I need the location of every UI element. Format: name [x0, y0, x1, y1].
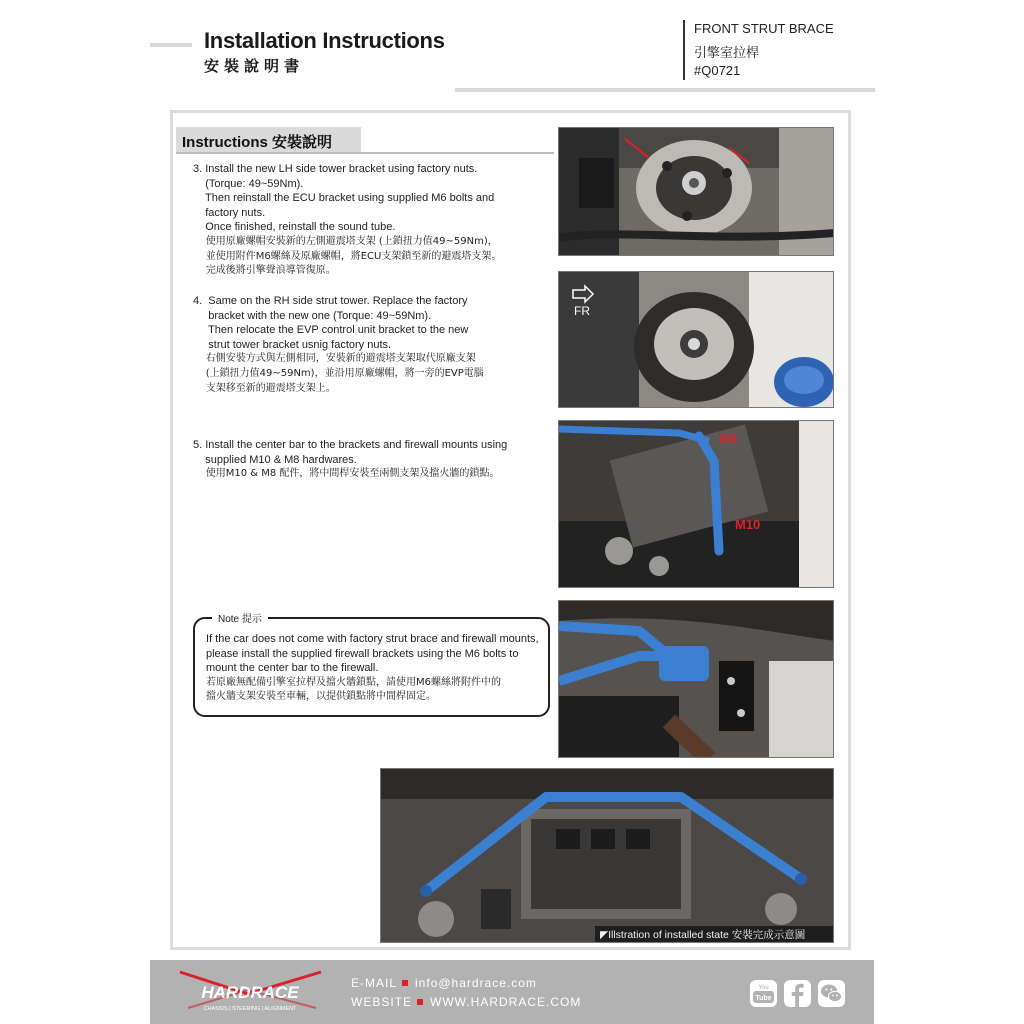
step-line-cn: 使用原廠螺帽安裝新的左側避震塔支架 (上鎖扭力值49~59Nm)， [193, 235, 498, 247]
footer-website [351, 995, 581, 1009]
step-line-cn: 支架移至新的避震塔支架上。 [193, 382, 336, 394]
hardrace-logo [178, 968, 323, 1014]
wechat-icon[interactable] [818, 980, 845, 1007]
step-5 [193, 438, 507, 482]
section-tab [176, 127, 361, 154]
footer-email [351, 976, 537, 990]
product-name-cn: 引擎室拉桿 [694, 45, 760, 60]
step-line: (Torque: 49~59Nm). [193, 177, 304, 190]
note-line: please install the supplied firewall brackets using the M6 bolts to [206, 647, 519, 660]
step-line-cn: 右側安裝方式與左側相同，安裝新的避震塔支架取代原廠支架 [193, 353, 476, 365]
note-line: mount the center bar to the firewall. [206, 662, 379, 675]
photo-installed-state [380, 768, 834, 943]
website-label: WEBSITE [351, 995, 413, 1009]
page-title-cn: 安裝說明書 [204, 57, 305, 75]
m8-label: M8 [719, 431, 738, 446]
page-title: Installation Instructions [204, 28, 445, 53]
step-line: 3. Install the new LH side tower bracket using factory nuts. [193, 163, 478, 175]
step-line-cn: 完成後將引擎聲浪導管復原。 [193, 265, 336, 277]
step-line: Then reinstall the ECU bracket using supplied M6 bolts and [193, 192, 495, 205]
header-rule-left [150, 43, 192, 47]
website-link[interactable]: WWW.HARDRACE.COM [430, 995, 582, 1009]
brand-name: HARDRACE [201, 983, 299, 1002]
step-line: Then relocate the EVP control unit bracket to the new [193, 324, 469, 337]
product-name: FRONT STRUT BRACE [694, 21, 834, 36]
part-number: #Q0721 [694, 63, 741, 78]
note-text [206, 632, 539, 705]
step-line-cn: (上鎖扭力值49~59Nm)，並沿用原廠螺帽，將一旁的EVP電腦 [193, 367, 484, 379]
note-line-cn: 若原廠無配備引擎室拉桿及擋火牆鎖點，請使用M6螺絲將附件中的 [206, 676, 501, 688]
photo-firewall-bracket [558, 600, 834, 758]
red-dot [417, 999, 423, 1005]
youtube-icon[interactable] [750, 980, 777, 1007]
step-line: factory nuts. [193, 206, 266, 219]
photo-rh-tower [558, 271, 834, 408]
photo-center-bar [558, 420, 834, 588]
svg-text:Tube: Tube [755, 995, 772, 1002]
step-line: strut tower bracket usnig factory nuts. [193, 338, 392, 351]
note-line-cn: 擋火牆支架安裝至車輛，以提供鎖點將中間桿固定。 [206, 691, 436, 703]
caption-text: Illstration of installed state 安裝完成示意圖 [608, 929, 806, 941]
m10-label: M10 [735, 517, 761, 532]
section-title: Instructions 安裝說明 [182, 134, 333, 151]
step-line: 5. Install the center bar to the brackets and firewall mounts using [193, 439, 508, 451]
note-line: If the car does not come with factory strut brace and firewall mounts, [206, 633, 539, 645]
note-label: Note 提示 [212, 610, 268, 625]
header-divider [683, 20, 685, 80]
fr-label: FR [574, 304, 590, 318]
step-line: supplied M10 & M8 hardwares. [193, 453, 357, 466]
brand-tagline: CHASSIS | STEERING | ALIGNMENT [203, 1006, 297, 1012]
facebook-icon[interactable] [784, 980, 811, 1007]
step-3 [193, 162, 501, 279]
header-rule-right [455, 88, 875, 92]
section-rule [176, 152, 554, 154]
step-line: 4. Same on the RH side strut tower. Replace the factory [193, 295, 468, 307]
step-4 [193, 294, 484, 396]
photo-lh-tower [558, 127, 834, 256]
email-link[interactable]: info@hardrace.com [415, 976, 537, 990]
email-label: E-MAIL [351, 976, 398, 990]
step-line: Once finished, reinstall the sound tube. [193, 221, 396, 234]
svg-text:You: You [758, 985, 769, 991]
red-dot [402, 980, 408, 986]
step-line-cn: 並使用附件M6螺絲及原廠螺帽，將ECU支架鎖至新的避震塔支架。 [193, 250, 502, 262]
step-line-cn: 使用M10 & M8 配件，將中間桿安裝至兩側支架及擋火牆的鎖點。 [193, 468, 500, 480]
photo-caption: ◤Illstration of installed state 安裝完成示意圖 [600, 929, 806, 941]
step-line: bracket with the new one (Torque: 49~59Nm). [193, 309, 432, 322]
